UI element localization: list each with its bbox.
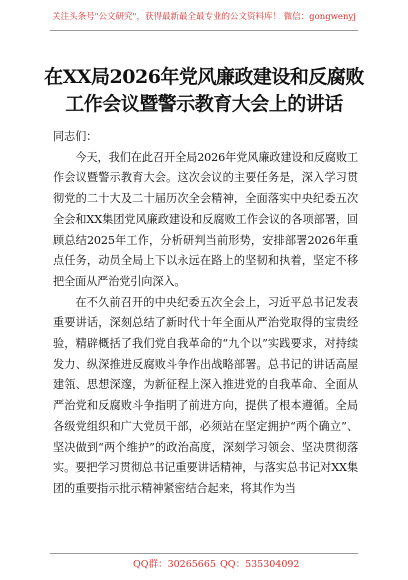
salutation: 同志们： bbox=[53, 130, 98, 143]
qq-contact: QQ：535304092 bbox=[220, 559, 300, 570]
qq-group-contact: QQ群：30265665 bbox=[133, 559, 216, 570]
footer bbox=[0, 557, 408, 573]
title-line-2: 工作会议暨警示教育大会上的讲话 bbox=[65, 93, 343, 115]
paragraph-2: 在不久前召开的中央纪委五次全会上，习近平总书记发表重要讲话，深刻总结了新时代十年全面从严治党取得的宝贵经验，精辟概括了我们党自我革命的“九个以”实践要求，对持续发力、纵深推进反腐败斗争作出战略部署。总书记的讲话高屋建瓴、思想深邃，为新征程上深入推进党的自我革命、全面从严治党和反腐败斗争指明了前进方向，提供了根本遵循。全局各级党组织和广大党员干部，必须站在坚定拥护“两个确立”、坚决做到“两个维护”的政治高度，深刻学习领会、坚决贯彻落实。要把学习贯彻总书记重要讲话精神，与落实总书记对XX集团的重要指示批示精神紧密结合起来，将其作为当 bbox=[53, 295, 358, 495]
header-banner: 关注头条号"公文研究"，获得最新最全最专业的公文资料库！ 微信：gongwenyj bbox=[52, 12, 356, 22]
document-body bbox=[53, 127, 358, 500]
header-divider bbox=[50, 30, 358, 31]
document-title bbox=[0, 64, 408, 118]
paragraph-1: 今天，我们在此召开全局2026年党风廉政建设和反腐败工作会议暨警示教育大会。这次会议的主要任务是，深入学习贯彻党的二十大及二十届历次全会精神，全面落实中央纪委五次全会和XX集团党风廉政建设和反腐败工作会议的各项部署，回顾总结2025年工作，分析研判当前形势，安排部署2026年重点任务，动员全局上下以永远在路上的坚韧和执着，坚定不移把全面从严治党引向深入。 bbox=[53, 150, 358, 288]
footer-divider bbox=[50, 553, 358, 554]
title-line-1: 在XX局2026年党风廉政建设和反腐败 bbox=[44, 66, 364, 88]
